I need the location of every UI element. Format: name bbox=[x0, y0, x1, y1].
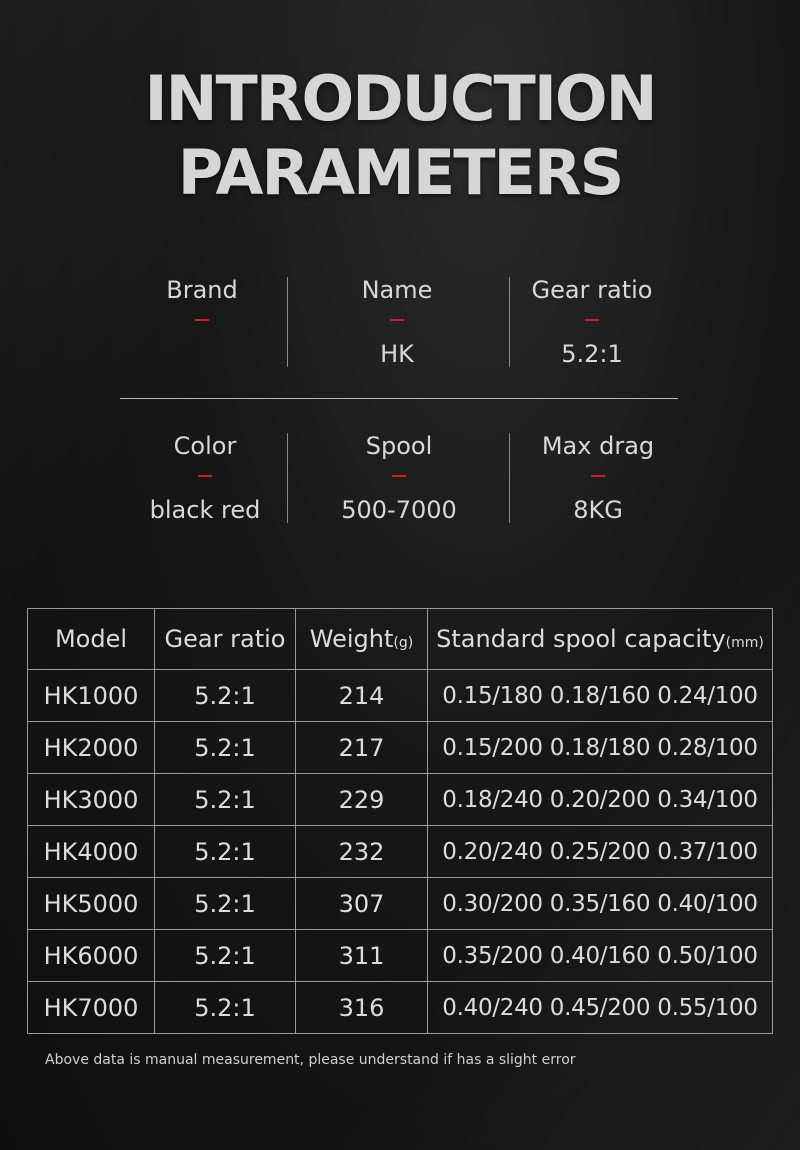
cell-weight: 229 bbox=[296, 774, 428, 826]
cell-weight: 217 bbox=[296, 722, 428, 774]
red-dash bbox=[198, 475, 212, 477]
cell-gear-ratio: 5.2:1 bbox=[155, 982, 296, 1034]
table-row bbox=[28, 878, 773, 930]
spec-table bbox=[27, 608, 773, 1034]
cell-gear-ratio: 5.2:1 bbox=[155, 722, 296, 774]
param-value: 8KG bbox=[573, 496, 623, 524]
red-dash bbox=[195, 319, 209, 321]
cell-gear-ratio: 5.2:1 bbox=[155, 826, 296, 878]
header-model: Model bbox=[28, 609, 155, 670]
table-row bbox=[28, 930, 773, 982]
cell-weight: 311 bbox=[296, 930, 428, 982]
param-max-drag bbox=[488, 431, 708, 525]
param-label: Spool bbox=[365, 432, 433, 460]
cell-weight: 307 bbox=[296, 878, 428, 930]
param-label: Name bbox=[361, 276, 433, 304]
red-dash bbox=[591, 475, 605, 477]
param-value: 500-7000 bbox=[341, 496, 457, 524]
cell-model: HK3000 bbox=[28, 774, 155, 826]
param-label: Max drag bbox=[541, 432, 655, 460]
header-weight-unit: (g) bbox=[393, 635, 414, 651]
header-capacity-unit: (mm) bbox=[725, 635, 764, 651]
header-gear-ratio: Gear ratio bbox=[155, 609, 296, 670]
param-value bbox=[92, 339, 312, 369]
cell-capacity: 0.18/240 0.20/200 0.34/100 bbox=[428, 774, 773, 826]
divider-vertical bbox=[287, 433, 288, 523]
header-weight bbox=[296, 609, 428, 670]
divider-horizontal bbox=[120, 398, 678, 399]
cell-capacity: 0.30/200 0.35/160 0.40/100 bbox=[428, 878, 773, 930]
red-dash bbox=[585, 319, 599, 321]
param-label: Gear ratio bbox=[531, 276, 653, 304]
cell-model: HK4000 bbox=[28, 826, 155, 878]
table-header-row bbox=[28, 609, 773, 670]
header-capacity bbox=[428, 609, 773, 670]
param-name bbox=[287, 275, 507, 369]
header-weight-label: Weight bbox=[309, 625, 394, 653]
cell-gear-ratio: 5.2:1 bbox=[155, 670, 296, 722]
param-value: 5.2:1 bbox=[561, 340, 623, 368]
param-brand bbox=[92, 275, 312, 369]
red-dash bbox=[392, 475, 406, 477]
param-spool bbox=[289, 431, 509, 525]
header-capacity-label: Standard spool capacity bbox=[436, 625, 726, 653]
footnote: Above data is manual measurement, please understand if has a slight error bbox=[45, 1052, 576, 1068]
cell-gear-ratio: 5.2:1 bbox=[155, 930, 296, 982]
table-row bbox=[28, 774, 773, 826]
cell-gear-ratio: 5.2:1 bbox=[155, 774, 296, 826]
param-label: Color bbox=[173, 432, 237, 460]
cell-capacity: 0.35/200 0.40/160 0.50/100 bbox=[428, 930, 773, 982]
cell-model: HK7000 bbox=[28, 982, 155, 1034]
table-row bbox=[28, 982, 773, 1034]
cell-capacity: 0.40/240 0.45/200 0.55/100 bbox=[428, 982, 773, 1034]
table-row bbox=[28, 826, 773, 878]
param-gear-ratio bbox=[482, 275, 702, 369]
page-title-line1: INTRODUCTION bbox=[144, 62, 656, 135]
page-title-line2: PARAMETERS bbox=[177, 136, 623, 209]
cell-model: HK2000 bbox=[28, 722, 155, 774]
cell-gear-ratio: 5.2:1 bbox=[155, 878, 296, 930]
table-row bbox=[28, 670, 773, 722]
red-dash bbox=[390, 319, 404, 321]
cell-weight: 316 bbox=[296, 982, 428, 1034]
cell-capacity: 0.15/200 0.18/180 0.28/100 bbox=[428, 722, 773, 774]
cell-weight: 232 bbox=[296, 826, 428, 878]
cell-model: HK1000 bbox=[28, 670, 155, 722]
cell-model: HK5000 bbox=[28, 878, 155, 930]
cell-weight: 214 bbox=[296, 670, 428, 722]
cell-model: HK6000 bbox=[28, 930, 155, 982]
cell-capacity: 0.15/180 0.18/160 0.24/100 bbox=[428, 670, 773, 722]
cell-capacity: 0.20/240 0.25/200 0.37/100 bbox=[428, 826, 773, 878]
param-value: HK bbox=[380, 340, 414, 368]
param-value: black red bbox=[149, 496, 261, 524]
table-row bbox=[28, 722, 773, 774]
param-label: Brand bbox=[166, 276, 238, 304]
param-color bbox=[95, 431, 315, 525]
